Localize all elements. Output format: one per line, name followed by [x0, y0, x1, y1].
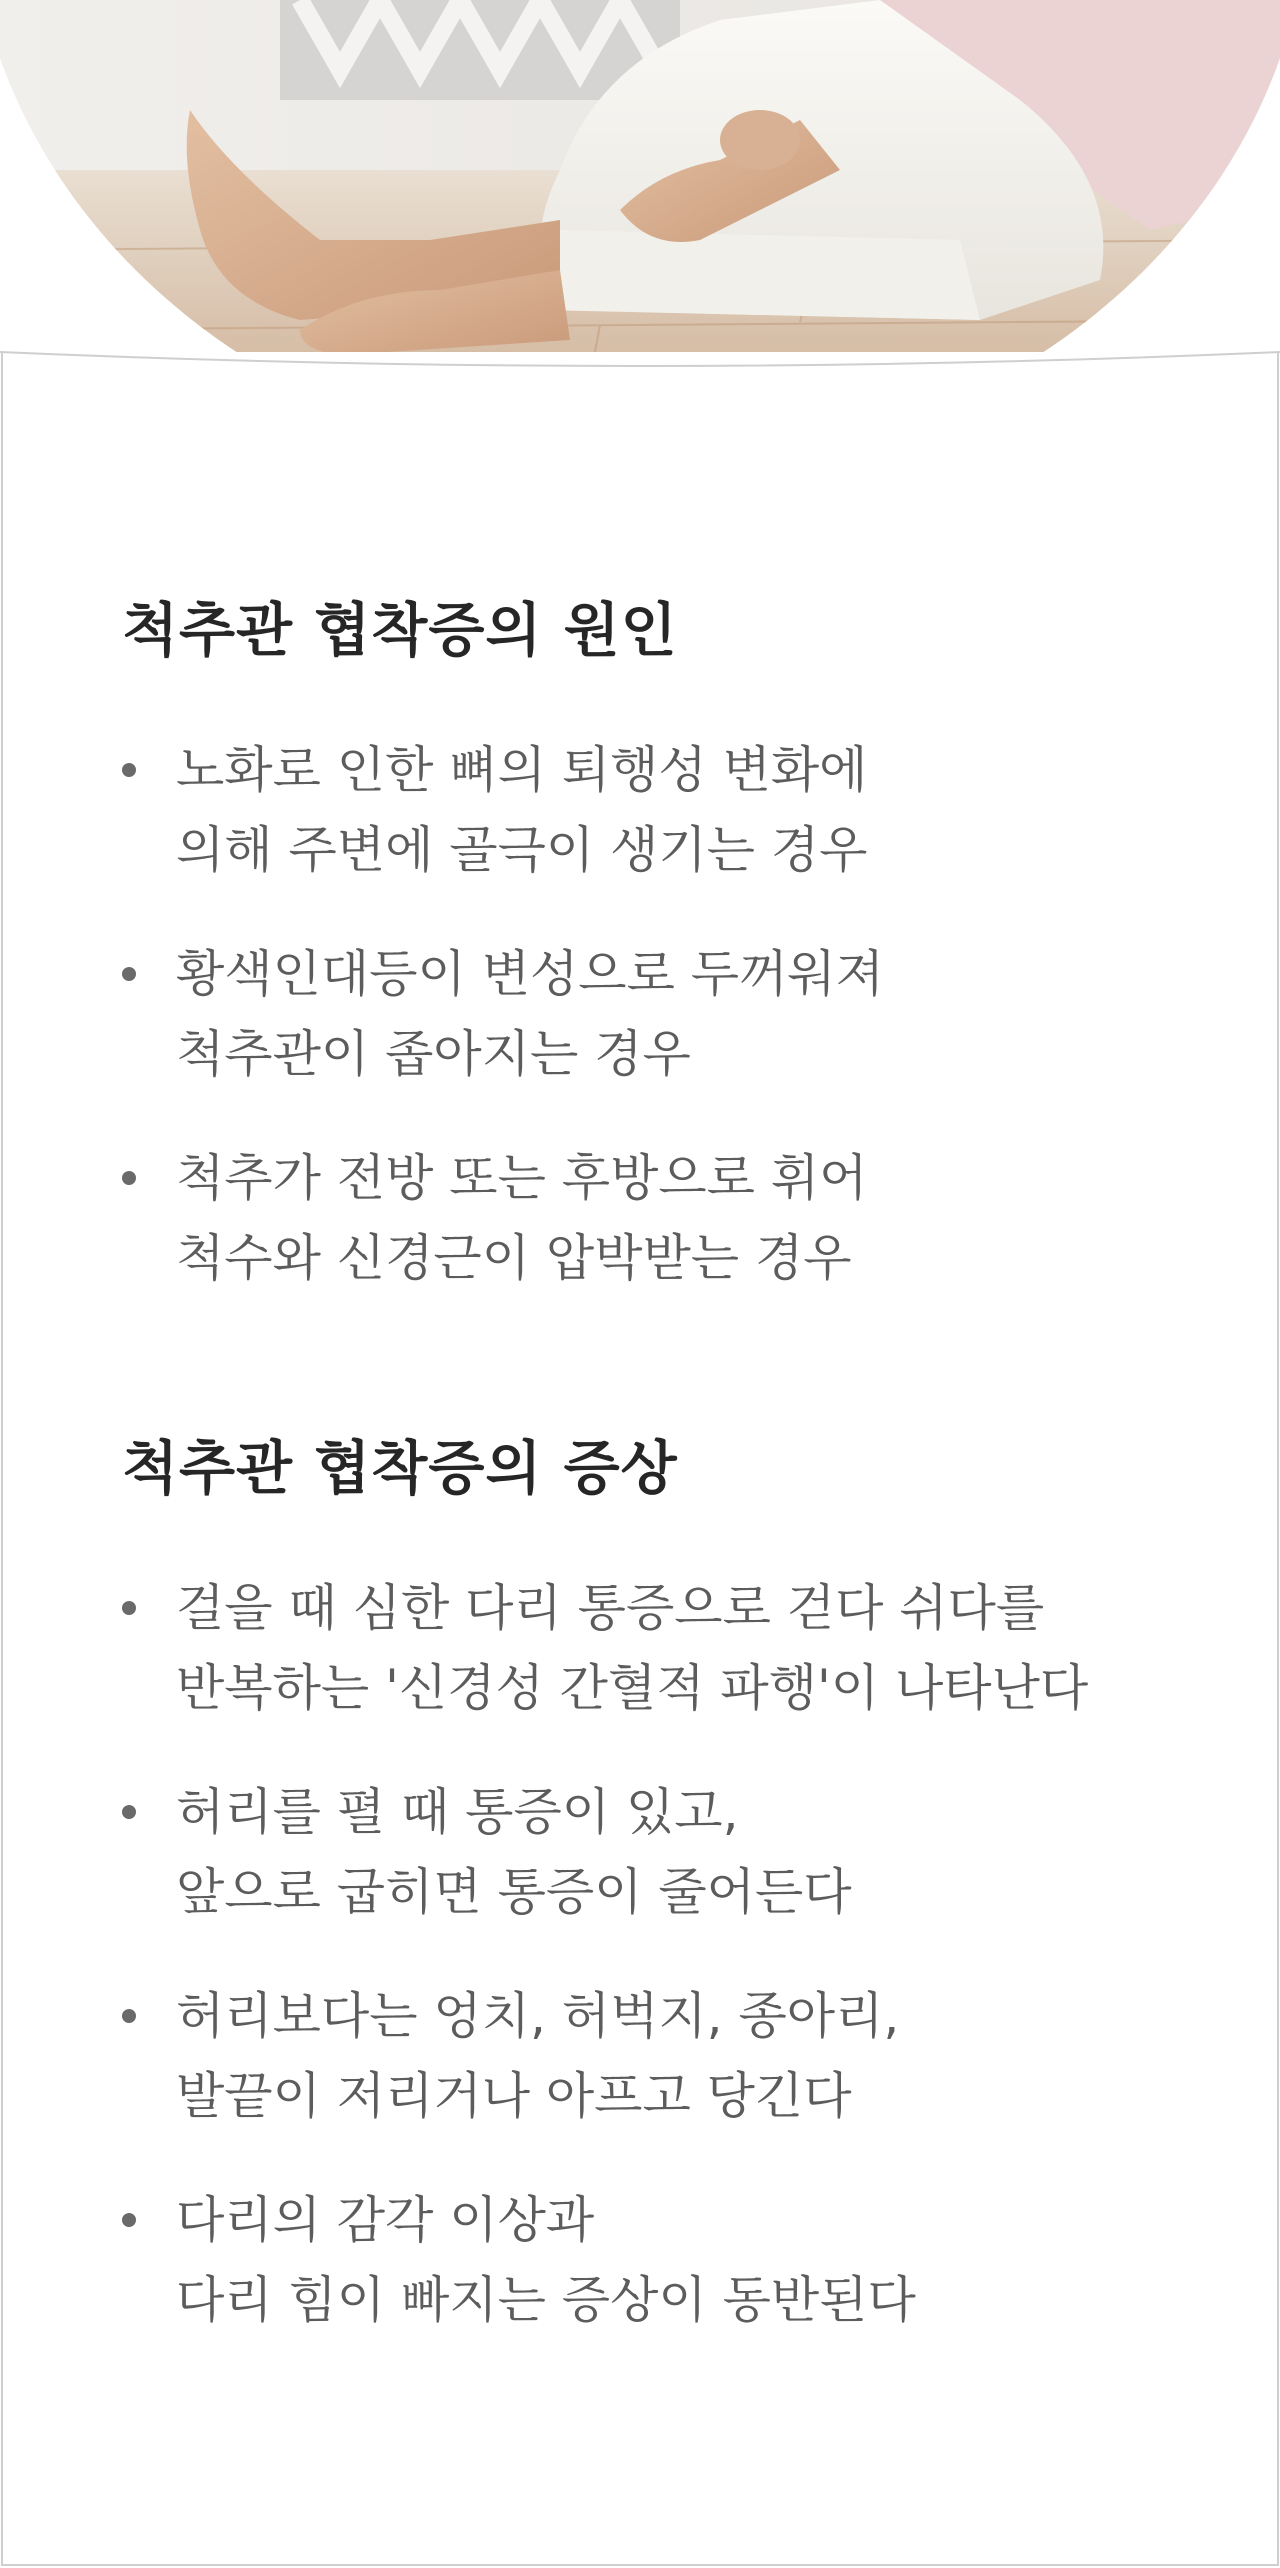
bullet-dot-icon [122, 1171, 136, 1185]
list-item [122, 934, 1182, 1094]
causes-title: 척추관 협착증의 원인 [122, 596, 678, 664]
list-item [122, 2180, 1182, 2340]
causes-section [122, 590, 1182, 1298]
bullet-dot-icon [122, 1805, 136, 1819]
list-item-line: 척추가 전방 또는 후방으로 휘어 [176, 1149, 868, 1207]
bullet-dot-icon [122, 967, 136, 981]
bullet-dot-icon [122, 2009, 136, 2023]
list-item-line: 황색인대등이 변성으로 두꺼워져 [176, 945, 884, 1003]
causes-list [122, 730, 1182, 1298]
symptoms-section [122, 1428, 1182, 2340]
list-item-line: 앞으로 굽히면 통증이 줄어든다 [176, 1863, 852, 1921]
list-item-line: 허리를 펼 때 통증이 있고, [176, 1783, 739, 1841]
bullet-dot-icon [122, 2213, 136, 2227]
list-item-line: 허리보다는 엉치, 허벅지, 종아리, [176, 1987, 900, 2045]
list-item-line: 노화로 인한 뼈의 퇴행성 변화에 [176, 741, 868, 799]
list-item-line: 척수와 신경근이 압박받는 경우 [176, 1229, 852, 1287]
list-item [122, 1976, 1182, 2136]
list-item-line: 발끝이 저리거나 아프고 당긴다 [176, 2067, 852, 2125]
list-item-line: 반복하는 '신경성 간혈적 파행'이 나타난다 [176, 1659, 1089, 1717]
list-item [122, 1772, 1182, 1932]
card-top-curve [0, 340, 1280, 380]
bullet-dot-icon [122, 763, 136, 777]
bullet-dot-icon [122, 1601, 136, 1615]
list-item-line: 다리 힘이 빠지는 증상이 동반된다 [176, 2271, 916, 2329]
list-item-line: 다리의 감각 이상과 [176, 2191, 595, 2249]
list-item [122, 1568, 1182, 1728]
symptoms-list [122, 1568, 1182, 2340]
list-item-line: 의해 주변에 골극이 생기는 경우 [176, 821, 868, 879]
list-item [122, 1138, 1182, 1298]
symptoms-title: 척추관 협착증의 증상 [122, 1434, 678, 1502]
list-item [122, 730, 1182, 890]
list-item-line: 척추관이 좁아지는 경우 [176, 1025, 691, 1083]
list-item-line: 걸을 때 심한 다리 통증으로 걷다 쉬다를 [176, 1579, 1045, 1637]
